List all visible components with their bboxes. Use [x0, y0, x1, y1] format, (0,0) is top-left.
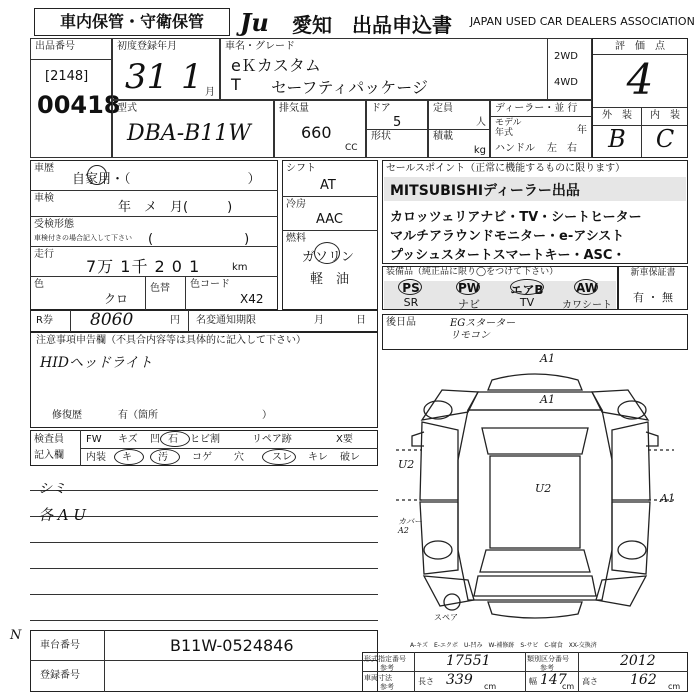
class-ref: 参考 — [540, 664, 554, 672]
repair-close: ） — [262, 410, 272, 421]
sales-line-4: プッシュスタートスマートキー・ASC・ — [390, 248, 626, 263]
color-code-value: X42 — [240, 292, 264, 306]
rear-bumper — [488, 602, 582, 618]
accept-label: 受検形態 — [34, 219, 74, 230]
history-value: 自家用・（ ） — [72, 172, 261, 187]
repair-label: 修復歴 — [52, 410, 82, 421]
rear-right-door — [612, 502, 650, 574]
recycle-value: 8060 — [90, 310, 134, 330]
insp-wear-circle — [262, 449, 296, 465]
displacement-box — [274, 100, 366, 158]
model-box — [220, 38, 592, 100]
dealer-box — [490, 100, 592, 158]
color-value: クロ — [104, 292, 129, 306]
equip-pw-circle — [456, 279, 480, 295]
sales-line-2: カロッツェリアナビ・TV・シートヒーター — [390, 210, 642, 225]
capacity-box — [428, 100, 490, 158]
warranty-value: 有 ・ 無 — [633, 290, 673, 304]
mark-right-door: A1 — [660, 492, 675, 505]
type-cert-value: 17551 — [446, 653, 491, 669]
history-label: 車歴 — [34, 163, 54, 174]
front-bumper — [488, 374, 582, 390]
rear-gate — [474, 576, 596, 596]
class-value: 2012 — [620, 653, 656, 669]
aftermarket-items: EGスターター リモコン — [450, 318, 516, 341]
equip-tv: TV — [519, 296, 535, 309]
equip-leather: カワシート — [562, 300, 612, 311]
insp-interior: 内装 — [86, 452, 106, 463]
dims-ref: 参考 — [380, 683, 394, 691]
notes-label: 注意事項申告欄（不具合内容等は具体的に記入して下さい） — [36, 335, 306, 346]
notes-block — [30, 332, 378, 428]
load-unit: kg — [473, 145, 486, 156]
equip-navi: ナビ — [458, 298, 480, 311]
name-change-month: 月 — [314, 315, 324, 326]
load-label: 積載 — [433, 131, 453, 142]
type-box — [112, 100, 274, 158]
width-unit: cm — [562, 682, 575, 691]
insp-tear: 破レ — [340, 452, 360, 463]
equip-ps-circle — [398, 279, 422, 295]
repair-value: 有（箇所 — [118, 410, 158, 421]
ju-logo: Ju — [240, 8, 269, 37]
type-cert-ref: 参考 — [380, 664, 394, 672]
aftermarket-block — [382, 314, 688, 350]
equip-pw: PW — [457, 281, 481, 295]
insp-burn: コゲ — [192, 452, 212, 463]
lot-number: 00418 — [37, 91, 121, 119]
mark-hood: A1 — [540, 393, 555, 406]
evaluation-label: 評 価 点 — [593, 39, 687, 55]
insp-stone: 石 — [168, 434, 178, 445]
insp-dirt: 汚 — [158, 452, 168, 463]
insp-dent: 凹 — [150, 434, 160, 445]
displacement-value: 660 — [301, 123, 332, 142]
inspection-value: 年 メ 月( ) — [118, 200, 233, 215]
fuel-gas: ガソリン — [302, 250, 355, 265]
color-label: 色 — [34, 279, 44, 290]
displacement-unit: CC — [345, 143, 358, 153]
windshield — [482, 428, 588, 454]
height-label: 高さ — [582, 677, 598, 686]
class-label: 類別区分番号 — [527, 655, 569, 663]
drive-4wd: 4WD — [554, 77, 578, 88]
dims-label: 車両寸法 — [364, 674, 392, 682]
damage-legend: A-キズ E-エクボ U-凹み W-補修跡 S-サビ C-腐食 XX-交換済 — [410, 642, 597, 649]
height-value: 162 — [630, 672, 657, 688]
registration-month: 1 — [181, 57, 203, 97]
handle-options: 左 右 — [547, 143, 577, 154]
handle-label: ハンドル — [495, 143, 535, 154]
insp-int-scratch-circle — [114, 449, 144, 465]
length-unit: cm — [484, 682, 497, 691]
sales-line-3: マルチアラウンドモニター・e-アシスト — [390, 229, 625, 244]
inspection-label: 車検 — [34, 193, 54, 204]
year-unit: 年 — [577, 125, 587, 136]
rear-left-wheel — [424, 541, 452, 559]
fuel-label: 燃料 — [286, 233, 306, 244]
mark-front-bumper: A1 — [540, 352, 555, 365]
gasoline-circle — [314, 242, 340, 264]
type-label: 型式 — [117, 103, 137, 114]
lot-small-number: [2148] — [45, 69, 89, 84]
accept-value: ( ) — [148, 232, 250, 247]
lot-box — [30, 38, 121, 158]
doors-value: 5 — [393, 115, 402, 130]
hood — [468, 392, 602, 410]
name-change-day: 日 — [356, 315, 366, 326]
corner-mark: N — [10, 628, 22, 643]
insp-scratch: キズ — [118, 434, 138, 445]
rear-right-wheel — [618, 541, 646, 559]
mark-spare: スペア — [434, 613, 458, 622]
mark-left-door: U2 — [398, 458, 415, 471]
insp-stone-circle — [160, 431, 190, 447]
type-value: DBA-B11W — [127, 121, 251, 146]
equip-ps: PS — [402, 281, 420, 295]
shift-value: AT — [320, 178, 336, 193]
recycle-label: R券 — [36, 315, 53, 326]
insp-x: X要 — [336, 434, 353, 445]
chassis-value: B11W-0524846 — [170, 636, 294, 655]
month-unit: 月 — [205, 87, 215, 98]
shape-label: 形状 — [371, 131, 391, 142]
length-label: 長さ — [418, 677, 434, 686]
chassis-label: 車台番号 — [40, 640, 80, 651]
aftermarket-label: 後日品 — [386, 317, 416, 328]
private-use-circle — [87, 165, 107, 185]
insp-repair: リペア跡 — [252, 434, 292, 445]
registration-year: 31 — [125, 57, 169, 97]
warranty-block — [618, 266, 688, 310]
storage-label: 車内保管・守衛保管 — [34, 8, 230, 36]
registration-label: 初度登録年月 — [117, 41, 177, 52]
fuel-light: 軽 油 — [310, 272, 350, 287]
roof — [490, 456, 580, 548]
dealer-label: ディーラー・並 行 — [491, 101, 591, 117]
capacity-label: 定員 — [433, 103, 453, 114]
registration-box — [112, 38, 220, 100]
grade-prefix: T — [231, 75, 241, 94]
notes-value: HIDヘッドライト — [40, 355, 153, 371]
inspector-note-1: シミ — [38, 481, 66, 497]
mark-roof: U2 — [535, 482, 552, 495]
capacity-unit: 人 — [476, 117, 486, 128]
exterior-label: 外 装 — [602, 110, 632, 121]
type-cert-label: 形式指定番号 — [364, 655, 406, 663]
drive-2wd: 2WD — [554, 51, 578, 62]
front-left-door — [420, 422, 458, 500]
mileage-label: 走行 — [34, 249, 54, 260]
width-value: 147 — [540, 672, 567, 688]
width-label: 幅 — [529, 677, 537, 686]
org-name: 愛知 — [292, 13, 332, 37]
rear-window — [480, 550, 590, 572]
sales-line-1: MITSUBISHIディーラー出品 — [390, 183, 580, 199]
lot-label: 出品番号 — [35, 41, 75, 52]
equip-aw: AW — [576, 281, 598, 295]
inspector-notes-area — [30, 468, 378, 626]
displacement-label: 排気量 — [279, 103, 309, 114]
association-name: JAPAN USED CAR DEALERS ASSOCIATION — [470, 15, 695, 28]
interior-label: 内 装 — [650, 110, 680, 121]
evaluation-score: 4 — [626, 55, 654, 104]
mileage-unit: km — [232, 262, 248, 273]
shift-label: シフト — [286, 163, 316, 174]
front-right-door — [612, 422, 650, 500]
ac-value: AAC — [316, 212, 343, 227]
color-code-label: 色コード — [190, 279, 230, 290]
equip-sr: SR — [403, 296, 419, 309]
inspector-label-2: 記入欄 — [34, 450, 64, 461]
length-value: 339 — [446, 672, 473, 688]
equip-airbag-circle — [510, 279, 544, 295]
rear-left-door — [420, 502, 458, 574]
insp-hole: 穴 — [234, 452, 244, 463]
ac-label: 冷房 — [286, 199, 306, 210]
equip-airbag: エアB — [510, 283, 544, 297]
model-label: 車名・グレード — [225, 41, 295, 52]
sales-points-label: セールスポイント（正常に機能するものに限ります） — [386, 163, 626, 174]
doors-label: ドア — [371, 103, 391, 114]
mileage-value: 7万 1千 2 0 1 — [86, 257, 201, 276]
name-change-label: 名変通知期限 — [196, 315, 256, 326]
equipment-label: 装備品（純正品に限り◯をつけて下さい） — [386, 267, 559, 277]
inspector-label-1: 検査員 — [34, 434, 64, 445]
evaluation-box — [592, 38, 688, 158]
insp-dirt-circle — [150, 449, 180, 465]
insp-cut: キレ — [308, 452, 328, 463]
spare-tire — [444, 594, 460, 610]
accept-note: 車検付きの場合記入して下さい — [34, 234, 132, 242]
insp-int-scratch: キ — [122, 452, 132, 463]
model-year-label: モデル 年式 — [495, 118, 522, 138]
insp-crack: ヒビ割 — [190, 434, 220, 445]
recycle-unit: 円 — [170, 315, 180, 326]
model-name: eＫカスタム — [231, 56, 321, 75]
insp-wear: スレ — [272, 452, 292, 463]
height-unit: cm — [668, 682, 681, 691]
exterior-grade: B — [608, 125, 626, 153]
interior-grade: C — [655, 125, 675, 153]
grade-name: セーフティパッケージ — [271, 78, 428, 97]
inspector-note-2: 各 A U — [38, 506, 87, 524]
color-change-label: 色替 — [150, 283, 170, 294]
insp-fw: FW — [86, 434, 102, 445]
registration-number-label: 登録番号 — [40, 670, 80, 681]
form-title: 出品申込書 — [352, 13, 452, 37]
equip-aw-circle — [574, 279, 598, 295]
doors-box — [366, 100, 428, 158]
warranty-label: 新車保証書 — [630, 268, 676, 278]
mark-cover: カバー A2 — [398, 517, 422, 535]
